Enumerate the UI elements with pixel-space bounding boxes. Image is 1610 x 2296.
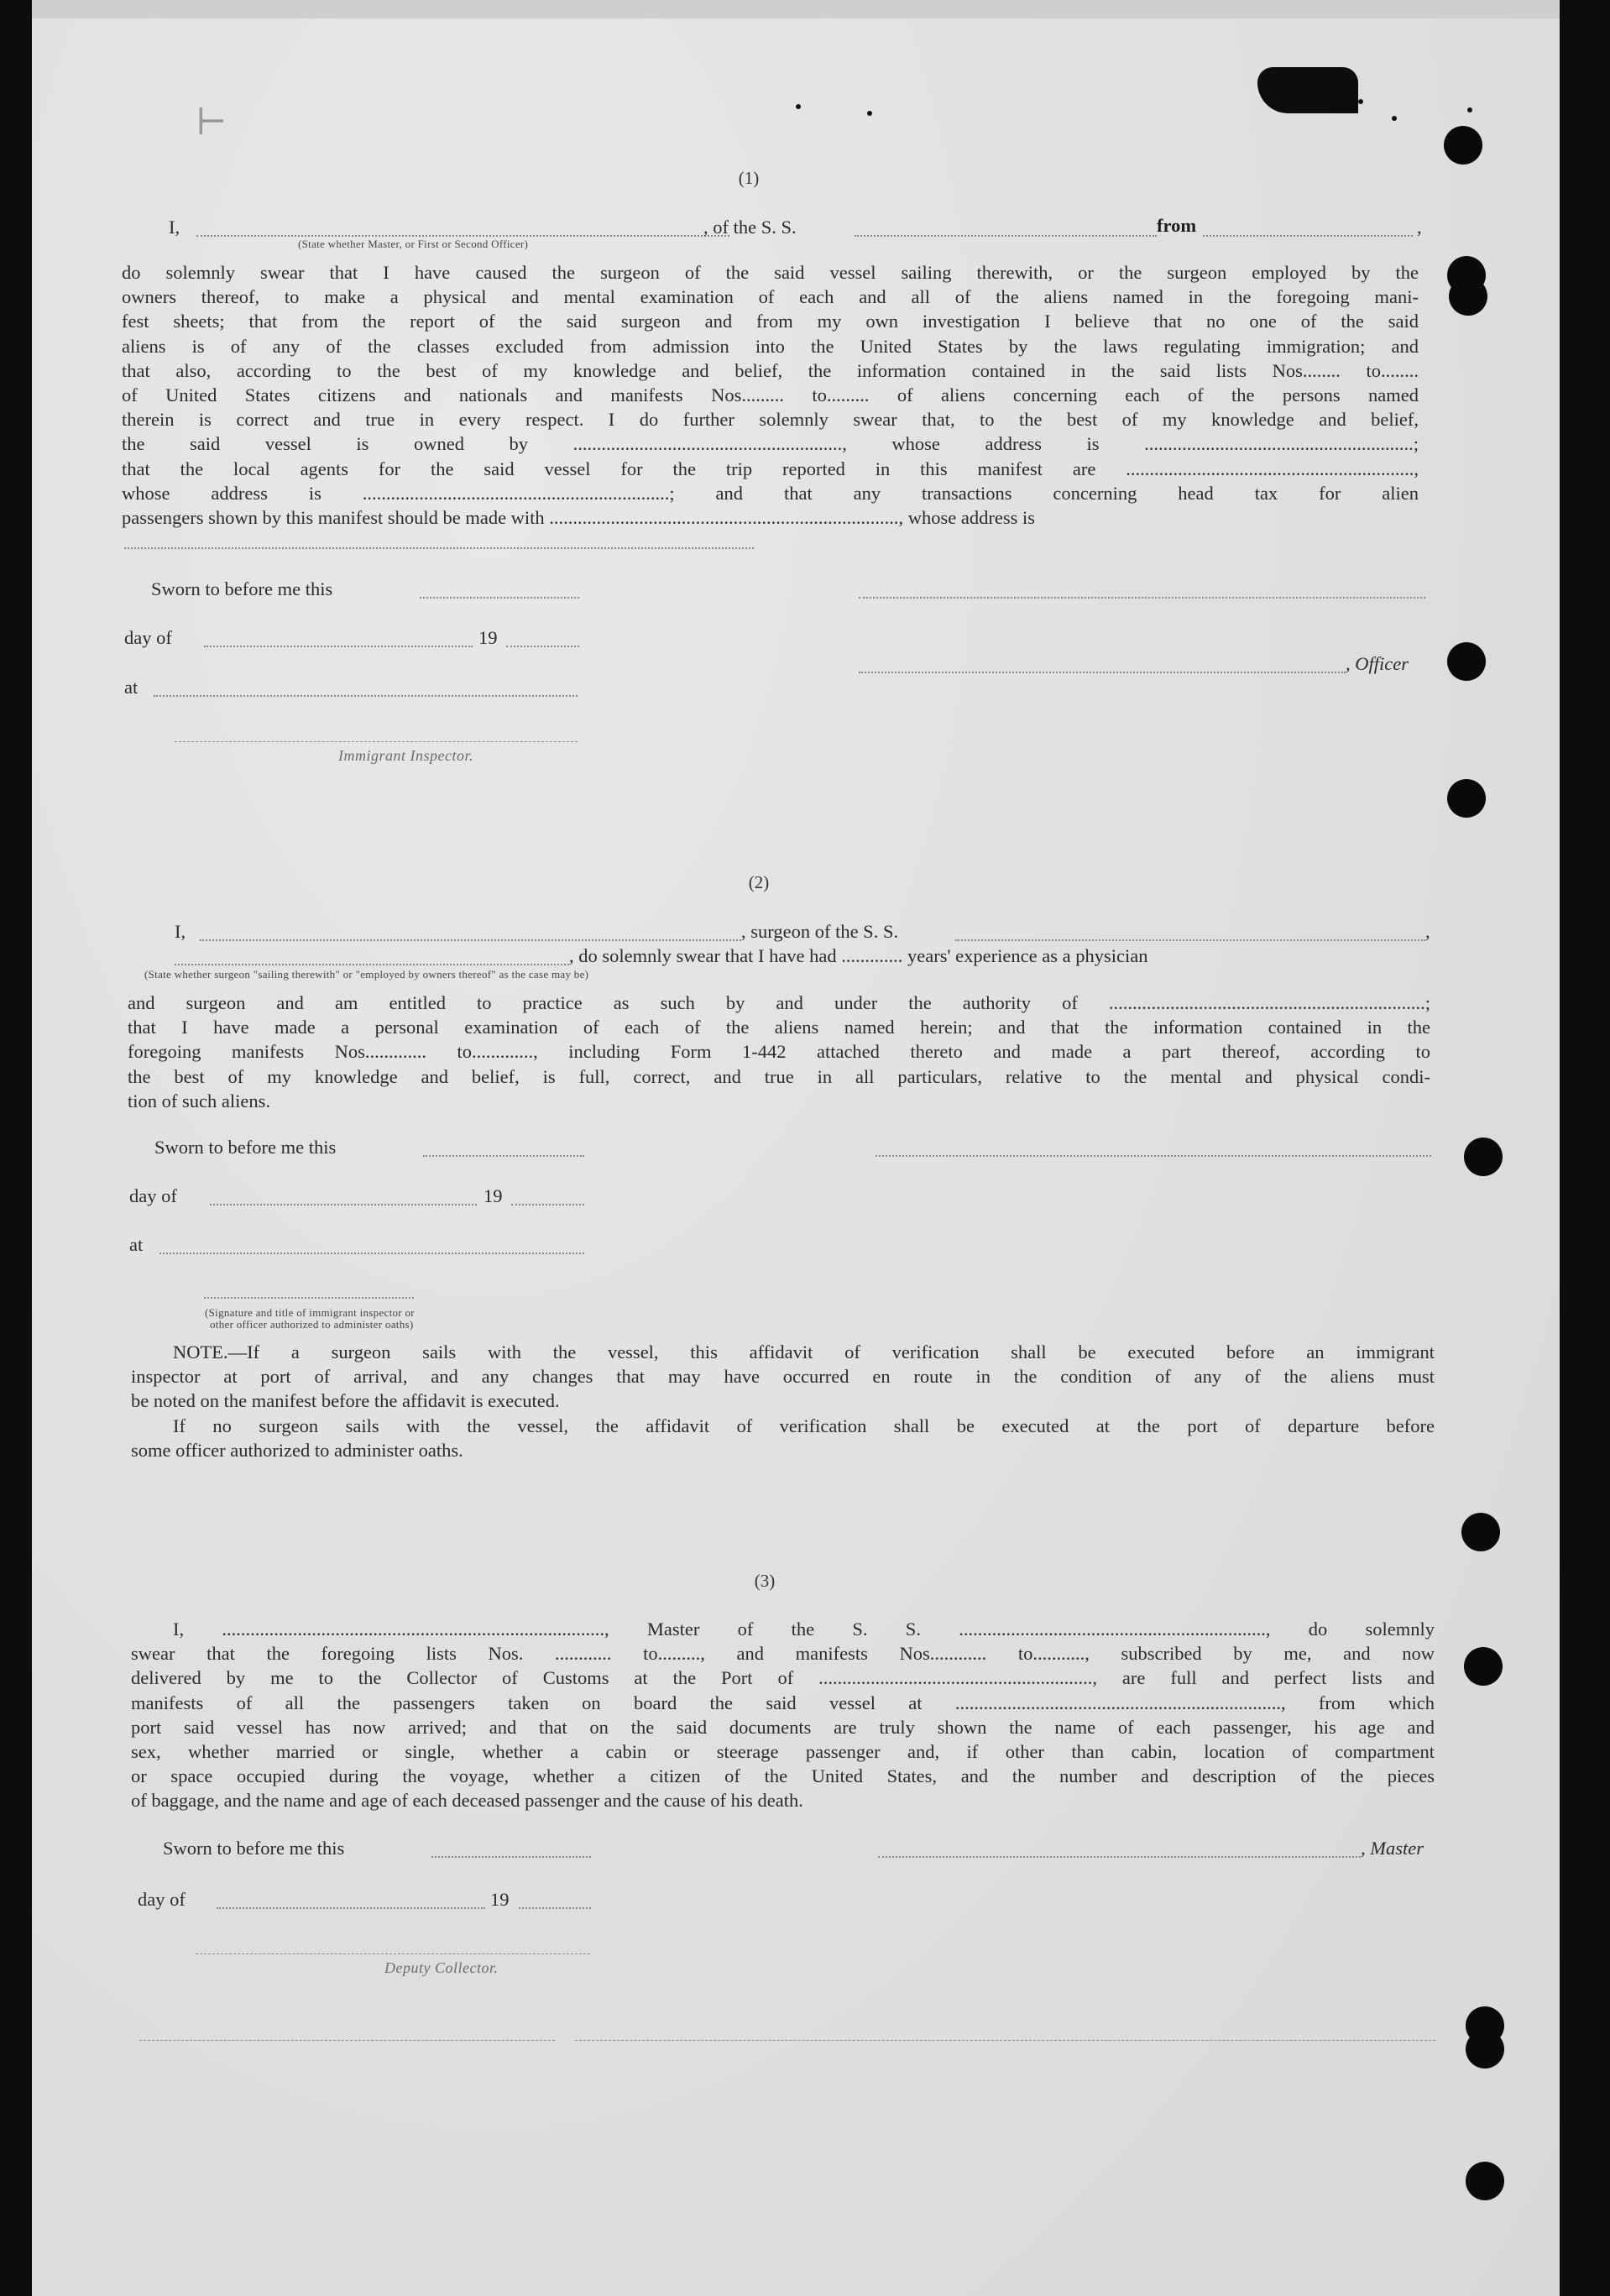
note-line: NOTE.—If a surgeon sails with the vessel, this affidavit of verification shall be executed before an immigrant [173, 1342, 1435, 1362]
s2-day-field[interactable] [210, 1204, 477, 1206]
s2-year-field[interactable] [511, 1204, 584, 1206]
s2-name-field[interactable] [200, 939, 741, 941]
s3-master-signature-field[interactable] [878, 1856, 1361, 1858]
scan-speck [1467, 107, 1472, 112]
s1-line: that also, according to the best of my knowledge and belief, the information contained in the said lists Nos........ to........ [122, 359, 1419, 381]
punch-hole [1464, 1138, 1503, 1176]
s1-inspector-signature-line[interactable] [175, 741, 578, 742]
s1-line: that the local agents for the said vessel for the trip reported in this manifest are ............................................................., [122, 458, 1419, 479]
s3-line: I, ................................................................................., Master of the S. S. ................................................................., do solemnly [173, 1619, 1435, 1640]
s2-signature-hint: other officer authorized to administer oaths) [210, 1318, 414, 1331]
s2-vessel-field[interactable] [955, 939, 1425, 941]
s1-line: passengers shown by this manifest should be made with .........................................................................., whose address is [122, 507, 1036, 529]
s3-sworn-label: Sworn to before me this [163, 1838, 345, 1859]
s2-line: foregoing manifests Nos............. to............., including Form 1-442 attached thereto and made a part thereof, according to [128, 1041, 1430, 1063]
document-page [32, 0, 1560, 2296]
scan-speck [1392, 116, 1397, 121]
s1-name-field[interactable] [196, 235, 729, 237]
note-line: some officer authorized to administer oaths. [131, 1440, 463, 1461]
s1-year-field[interactable] [506, 646, 579, 647]
s2-line: tion of such aliens. [128, 1090, 270, 1111]
s2-signature-hint: (Signature and title of immigrant inspector or [205, 1306, 415, 1319]
section-2-number: (2) [748, 872, 770, 892]
s1-line: whose address is .................................................................; and that any transactions concerning head tax for alien [122, 482, 1419, 504]
bottom-rule-left [139, 2040, 555, 2041]
s2-i-label: I, [175, 921, 186, 942]
s2-note-cont [131, 1364, 1435, 1413]
s1-comma: , [1417, 217, 1422, 238]
s2-note2-cont [131, 1438, 1435, 1462]
s2-day-of-label: day of [129, 1185, 177, 1206]
s2-note2 [173, 1414, 1435, 1438]
s2-signature-field[interactable] [876, 1155, 1431, 1157]
scan-speck [1358, 99, 1363, 104]
punch-hole [1447, 642, 1486, 681]
s3-line: of baggage, and the name and age of each deceased passenger and the cause of his death. [131, 1790, 803, 1812]
s2-comma: , [1425, 921, 1430, 942]
s2-at-field[interactable] [159, 1253, 584, 1254]
s2-official-signature-field[interactable] [204, 1297, 414, 1299]
s1-line: aliens is of any of the classes excluded from admission into the United States by the laws regulating immigration; and [122, 335, 1419, 357]
s1-from-field[interactable] [1203, 235, 1413, 237]
s3-line: swear that the foregoing lists Nos. ............ to........., and manifests Nos............ to..........., subscribed by me, and now [131, 1643, 1435, 1665]
scan-speck [796, 104, 801, 109]
note-line: inspector at port of arrival, and any changes that may have occurred en route in the condition of any of the aliens must [131, 1366, 1435, 1387]
s2-note [173, 1340, 1435, 1364]
s2-line: that I have made a personal examination of each of the aliens named herein; and that the information contained in the [128, 1017, 1430, 1038]
s2-year-label: 19 [484, 1185, 503, 1206]
s1-line: the said vessel is owned by ........................................................., whose address is .........................................................; [122, 433, 1419, 455]
s2-sworn-label: Sworn to before me this [154, 1137, 337, 1158]
scan-blot [1257, 67, 1358, 113]
punch-hole [1449, 277, 1487, 316]
pencil-mark: ⊢ [196, 101, 227, 144]
s1-officer-hint: (State whether Master, or First or Second Officer) [298, 238, 529, 250]
scan-speck [867, 111, 872, 116]
s1-address-field[interactable] [124, 547, 754, 549]
s1-day-of-label: day of [124, 627, 172, 648]
s1-line: owners thereof, to make a physical and mental examination of each and all of the aliens named in the foregoing mani- [122, 286, 1419, 308]
section-3-number: (3) [754, 1571, 776, 1591]
note-line: If no surgeon sails with the vessel, the affidavit of verification shall be executed at the port of departure before [173, 1415, 1435, 1436]
s1-line: therein is correct and true in every respect. I do further solemnly swear that, to the best of my knowledge and belief, [122, 409, 1419, 431]
s3-year-field[interactable] [519, 1907, 591, 1909]
s2-line: the best of my knowledge and belief, is full, correct, and true in all particulars, relative to the mental and physical condi- [128, 1065, 1430, 1087]
s3-line: delivered by me to the Collector of Customs at the Port of .........................................................., are full and perfect lists and [131, 1667, 1435, 1689]
punch-hole [1444, 126, 1482, 165]
s1-i-label: I, [169, 217, 180, 238]
s2-surgeon-name-field[interactable] [175, 964, 569, 965]
s2-oath-text [128, 991, 1430, 1113]
s1-line: do solemnly swear that I have caused the surgeon of the said vessel sailing therewith, or the surgeon employed by the [122, 262, 1419, 283]
punch-hole [1461, 1513, 1500, 1551]
s1-year-label: 19 [478, 627, 498, 648]
s1-ss-label: , of the S. S. [703, 217, 797, 238]
s1-inspector-label: Immigrant Inspector. [338, 747, 473, 764]
s3-deputy-signature-line[interactable] [196, 1953, 590, 1954]
punch-hole [1466, 2030, 1504, 2068]
punch-hole [1447, 779, 1486, 818]
s3-sworn-date-field[interactable] [431, 1856, 591, 1858]
punch-hole [1464, 1647, 1503, 1686]
s3-year-label: 19 [490, 1889, 510, 1910]
s2-surgeon-hint: (State whether surgeon "sailing therewith" or "employed by owners thereof" as the case may be) [144, 968, 589, 981]
note-line: be noted on the manifest before the affidavit is executed. [131, 1390, 560, 1412]
s1-sworn-date-field[interactable] [420, 597, 579, 599]
s1-oath-text [122, 260, 1419, 530]
s3-line: sex, whether married or single, whether a cabin or steerage passenger and, if other than cabin, location of compartment [131, 1741, 1435, 1763]
s1-line: of United States citizens and nationals and manifests Nos......... to......... of aliens concerning each of the persons named [122, 384, 1419, 406]
s1-day-field[interactable] [204, 646, 473, 647]
s3-line: manifests of all the passengers taken on board the said vessel at ....................................................................., from which [131, 1692, 1435, 1713]
scan-top-edge [32, 0, 1560, 18]
s3-deputy-label: Deputy Collector. [384, 1959, 499, 1976]
section-1-number: (1) [738, 168, 760, 188]
s2-experience-line: , do solemnly swear that I have had ............. years' experience as a physician [569, 945, 1148, 966]
s1-officer-field[interactable] [859, 672, 1346, 673]
s1-at-field[interactable] [154, 695, 578, 697]
s2-surgeon-label: , surgeon of the S. S. [741, 921, 899, 942]
punch-hole [1466, 2162, 1504, 2200]
s3-oath-text [131, 1617, 1435, 1813]
s3-day-field[interactable] [217, 1907, 485, 1909]
s3-line: port said vessel has now arrived; and that on the said documents are truly shown the name of each passenger, his age and [131, 1716, 1435, 1738]
s3-line: or space occupied during the voyage, whether a citizen of the United States, and the number and description of the pieces [131, 1765, 1435, 1787]
s2-at-label: at [129, 1234, 144, 1255]
s3-master-label: , Master [1361, 1838, 1424, 1859]
s2-line: and surgeon and am entitled to practice as such by and under the authority of ...................................................................; [128, 992, 1430, 1013]
s3-day-of-label: day of [138, 1889, 186, 1910]
s1-officer-label: , Officer [1346, 653, 1409, 674]
bottom-rule-right [575, 2040, 1435, 2041]
s1-sworn-label: Sworn to before me this [151, 578, 333, 599]
s1-from-label: from [1157, 215, 1197, 236]
s1-line: fest sheets; that from the report of the said surgeon and from my own investigation I believe that no one of the said [122, 311, 1419, 332]
s2-sworn-date-field[interactable] [423, 1155, 584, 1157]
s1-signature-field[interactable] [859, 597, 1425, 599]
s1-vessel-field[interactable] [855, 235, 1157, 237]
s1-at-label: at [124, 677, 139, 698]
